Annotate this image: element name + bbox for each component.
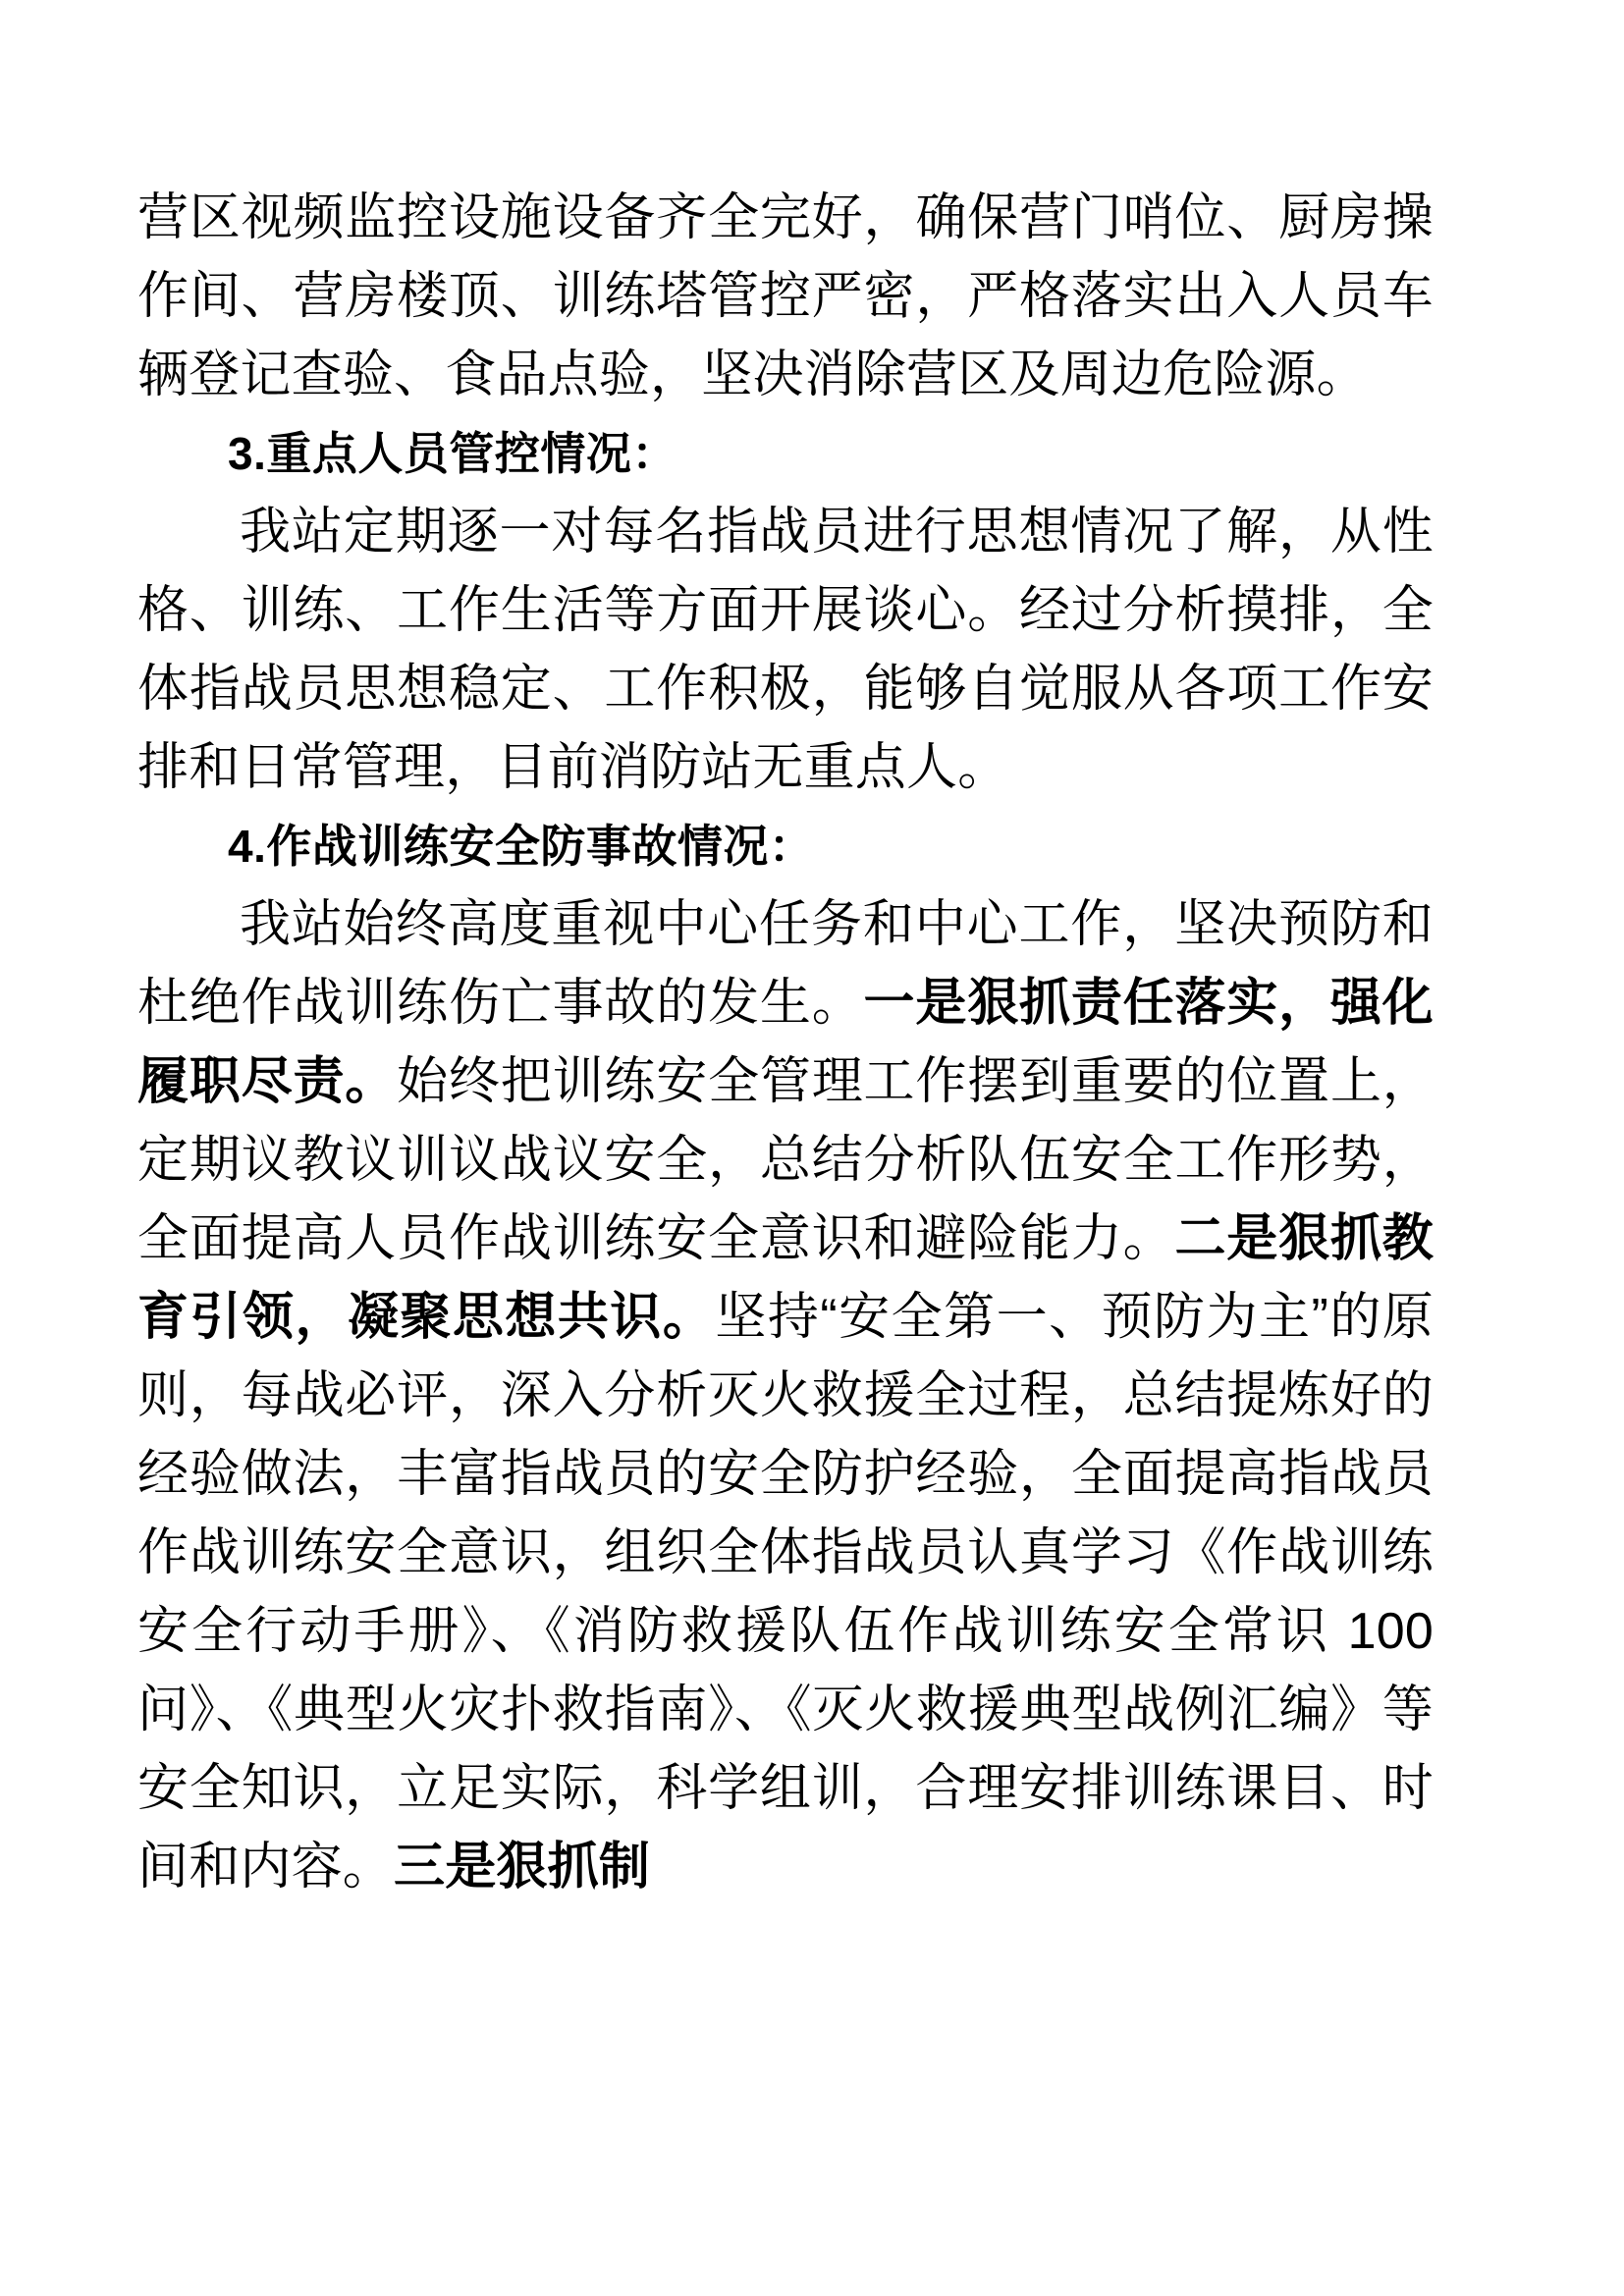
text-run: 营区视频监控设施设备齐全完好，确保营门哨位、厨房操作间、营房楼顶、训练塔管控严密，严格落实出入人员车辆登记查验、食品点验，坚决消除营区及周边危险源。 [137,189,1434,403]
text-run: 我站定期逐一对每名指战员进行思想情况了解，从性格、训练、工作生活等方面开展谈心。经过分析摸排，全体指战员思想稳定、工作积极，能够自觉服从各项工作安排和日常管理，目前消防站无重点人。 [137,504,1434,796]
text-run: 始终把训练安全管理工作摆到重要的位置上，定期议教议训议战议安全，总结分析队伍安全工作形势，全面提高人员作战训练安全意识和避险能力。 [137,1053,1434,1267]
paragraph-key-personnel-control [137,493,1434,807]
document-body [137,179,1434,1906]
text-run: 我站始终高度重视中心任务和中心工作，坚决预防和杜绝作战训练伤亡事故的发生。 [137,896,1434,1032]
text-run-bold: 三是狠抓制 [394,1839,651,1896]
paragraph-camp-video-surveillance [137,179,1434,414]
text-run-bold: 一是狠抓责任落实，强化履职尽责。 [137,975,1434,1110]
text-run: 坚持“安全第一、预防为主”的原则，每战必评，深入分析灭火救援全过程，总结提炼好的经验做法，丰富指战员的安全防护经验，全面提高指战员作战训练安全意识，组织全体指战员认真学习《作战训练安全行动手册》、《消防救援队伍作战训练安全常识 100 问》、《典型火灾扑救指南》、《灭火救援典型战例汇编》等安全知识，立足实际，科学组训，合理安排训练课目、时间和内容。 [137,1289,1435,1896]
heading-4-combat-training-safety: 4.作战训练安全防事故情况： [228,821,815,872]
text-run-bold: 二是狠抓教育引领，凝聚思想共识。 [137,1210,1434,1346]
paragraph-combat-training-safety [137,885,1434,1906]
heading-3-key-personnel-control: 3.重点人员管控情况： [228,428,677,479]
